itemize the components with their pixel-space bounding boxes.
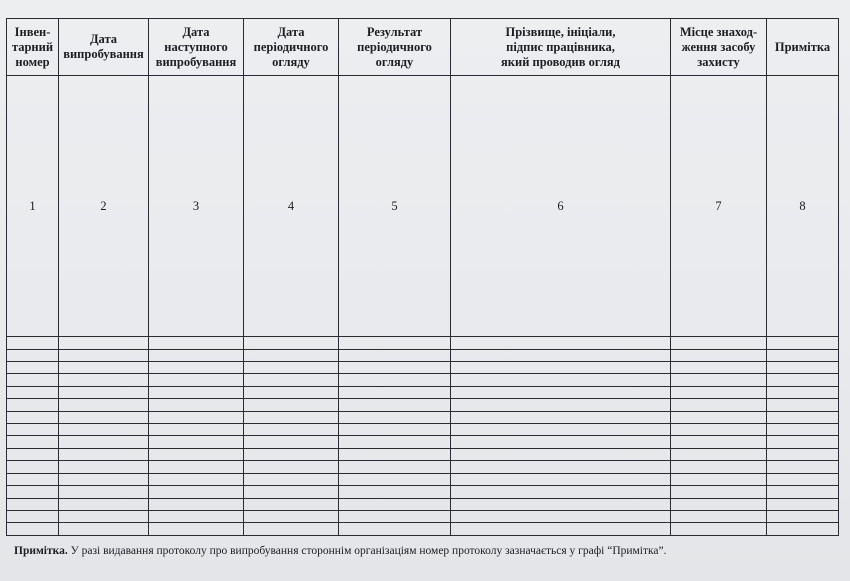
blank-row xyxy=(7,374,839,386)
blank-cell[interactable] xyxy=(339,448,451,460)
blank-cell[interactable] xyxy=(244,361,339,373)
blank-cell[interactable] xyxy=(7,510,59,522)
blank-cell[interactable] xyxy=(244,349,339,361)
blank-cell[interactable] xyxy=(671,473,767,485)
blank-cell[interactable] xyxy=(149,473,244,485)
blank-cell[interactable] xyxy=(149,523,244,536)
protective-equipment-log-table xyxy=(6,18,839,536)
blank-cell[interactable] xyxy=(59,361,149,373)
blank-cell[interactable] xyxy=(149,498,244,510)
blank-cell[interactable] xyxy=(149,349,244,361)
blank-cell[interactable] xyxy=(59,510,149,522)
blank-row xyxy=(7,424,839,436)
blank-cell[interactable] xyxy=(339,399,451,411)
blank-cell[interactable] xyxy=(149,461,244,473)
blank-cell[interactable] xyxy=(671,399,767,411)
blank-cell[interactable] xyxy=(767,486,839,498)
blank-cell[interactable] xyxy=(767,510,839,522)
blank-cell[interactable] xyxy=(767,399,839,411)
blank-cell[interactable] xyxy=(59,411,149,423)
blank-cell[interactable] xyxy=(671,523,767,536)
header-inspection-date: Дата періодичного огляду xyxy=(244,19,339,76)
blank-cell[interactable] xyxy=(7,374,59,386)
blank-row xyxy=(7,399,839,411)
blank-cell[interactable] xyxy=(244,510,339,522)
blank-cell[interactable] xyxy=(339,424,451,436)
blank-row xyxy=(7,448,839,460)
blank-cell[interactable] xyxy=(7,361,59,373)
blank-cell[interactable] xyxy=(59,486,149,498)
blank-cell[interactable] xyxy=(149,448,244,460)
blank-cell[interactable] xyxy=(339,349,451,361)
blank-cell[interactable] xyxy=(451,486,671,498)
blank-row xyxy=(7,411,839,423)
blank-cell[interactable] xyxy=(7,349,59,361)
blank-cell[interactable] xyxy=(244,386,339,398)
blank-row xyxy=(7,361,839,373)
blank-cell[interactable] xyxy=(339,337,451,349)
header-note: Примітка xyxy=(767,19,839,76)
blank-cell[interactable] xyxy=(149,374,244,386)
blank-cell[interactable] xyxy=(149,337,244,349)
column-number: 5 xyxy=(339,76,451,337)
blank-cell[interactable] xyxy=(7,523,59,536)
blank-entry-rows xyxy=(7,337,839,536)
blank-row xyxy=(7,386,839,398)
blank-cell[interactable] xyxy=(149,361,244,373)
blank-cell[interactable] xyxy=(451,374,671,386)
blank-cell[interactable] xyxy=(339,386,451,398)
blank-cell[interactable] xyxy=(339,473,451,485)
blank-cell[interactable] xyxy=(59,374,149,386)
blank-cell[interactable] xyxy=(671,510,767,522)
blank-row xyxy=(7,337,839,349)
blank-row xyxy=(7,523,839,536)
blank-row xyxy=(7,436,839,448)
blank-cell[interactable] xyxy=(244,436,339,448)
blank-cell[interactable] xyxy=(767,337,839,349)
blank-cell[interactable] xyxy=(59,461,149,473)
blank-cell[interactable] xyxy=(671,386,767,398)
blank-cell[interactable] xyxy=(339,510,451,522)
blank-cell[interactable] xyxy=(149,424,244,436)
blank-cell[interactable] xyxy=(671,436,767,448)
blank-cell[interactable] xyxy=(767,386,839,398)
blank-cell[interactable] xyxy=(149,510,244,522)
blank-cell[interactable] xyxy=(59,337,149,349)
blank-cell[interactable] xyxy=(244,374,339,386)
column-number: 1 xyxy=(7,76,59,337)
blank-cell[interactable] xyxy=(244,337,339,349)
blank-cell[interactable] xyxy=(7,337,59,349)
column-number: 2 xyxy=(59,76,149,337)
column-number: 3 xyxy=(149,76,244,337)
blank-row xyxy=(7,461,839,473)
blank-cell[interactable] xyxy=(149,436,244,448)
column-number-row xyxy=(7,76,839,337)
blank-cell[interactable] xyxy=(671,498,767,510)
blank-cell[interactable] xyxy=(339,374,451,386)
blank-cell[interactable] xyxy=(7,461,59,473)
blank-cell[interactable] xyxy=(671,361,767,373)
blank-cell[interactable] xyxy=(451,386,671,398)
blank-cell[interactable] xyxy=(767,349,839,361)
blank-cell[interactable] xyxy=(149,386,244,398)
blank-cell[interactable] xyxy=(244,486,339,498)
blank-cell[interactable] xyxy=(59,399,149,411)
blank-cell[interactable] xyxy=(451,498,671,510)
blank-cell[interactable] xyxy=(451,473,671,485)
blank-cell[interactable] xyxy=(7,424,59,436)
blank-cell[interactable] xyxy=(767,411,839,423)
blank-cell[interactable] xyxy=(7,486,59,498)
blank-cell[interactable] xyxy=(59,498,149,510)
blank-cell[interactable] xyxy=(59,448,149,460)
blank-cell[interactable] xyxy=(451,399,671,411)
blank-cell[interactable] xyxy=(7,436,59,448)
blank-cell[interactable] xyxy=(339,486,451,498)
blank-cell[interactable] xyxy=(451,448,671,460)
blank-cell[interactable] xyxy=(451,424,671,436)
blank-row xyxy=(7,349,839,361)
blank-cell[interactable] xyxy=(59,473,149,485)
header-inventory-number: Інвен- тарний номер xyxy=(7,19,59,76)
blank-cell[interactable] xyxy=(149,411,244,423)
blank-cell[interactable] xyxy=(59,424,149,436)
blank-cell[interactable] xyxy=(7,448,59,460)
blank-cell[interactable] xyxy=(767,374,839,386)
blank-cell[interactable] xyxy=(451,349,671,361)
blank-cell[interactable] xyxy=(244,461,339,473)
blank-cell[interactable] xyxy=(244,424,339,436)
blank-cell[interactable] xyxy=(244,448,339,460)
blank-cell[interactable] xyxy=(451,436,671,448)
blank-cell[interactable] xyxy=(7,473,59,485)
column-number: 7 xyxy=(671,76,767,337)
header-inspection-result: Результат періодичного огляду xyxy=(339,19,451,76)
blank-cell[interactable] xyxy=(244,523,339,536)
blank-cell[interactable] xyxy=(671,424,767,436)
blank-cell[interactable] xyxy=(451,361,671,373)
blank-cell[interactable] xyxy=(767,436,839,448)
blank-row xyxy=(7,473,839,485)
blank-cell[interactable] xyxy=(244,399,339,411)
blank-cell[interactable] xyxy=(767,498,839,510)
footnote-text: У разі видавання протоколу про випробування стороннім організаціям номер протоколу зазначається у графі “Примітка”. xyxy=(67,545,667,557)
blank-cell[interactable] xyxy=(767,361,839,373)
blank-cell[interactable] xyxy=(767,424,839,436)
blank-cell[interactable] xyxy=(767,461,839,473)
blank-cell[interactable] xyxy=(767,473,839,485)
blank-cell[interactable] xyxy=(7,498,59,510)
blank-row xyxy=(7,510,839,522)
blank-cell[interactable] xyxy=(149,486,244,498)
footnote xyxy=(14,545,667,557)
blank-cell[interactable] xyxy=(244,411,339,423)
column-number: 8 xyxy=(767,76,839,337)
blank-cell[interactable] xyxy=(244,473,339,485)
blank-cell[interactable] xyxy=(59,386,149,398)
column-number: 6 xyxy=(451,76,671,337)
blank-cell[interactable] xyxy=(671,374,767,386)
blank-cell[interactable] xyxy=(451,461,671,473)
blank-cell[interactable] xyxy=(149,399,244,411)
blank-cell[interactable] xyxy=(671,461,767,473)
blank-cell[interactable] xyxy=(339,498,451,510)
header-equipment-location: Місце знаход- ження засобу захисту xyxy=(671,19,767,76)
blank-cell[interactable] xyxy=(59,436,149,448)
blank-cell[interactable] xyxy=(339,411,451,423)
blank-cell[interactable] xyxy=(7,399,59,411)
blank-cell[interactable] xyxy=(59,349,149,361)
blank-cell[interactable] xyxy=(671,349,767,361)
blank-cell[interactable] xyxy=(7,386,59,398)
blank-cell[interactable] xyxy=(451,337,671,349)
blank-row xyxy=(7,486,839,498)
column-number: 4 xyxy=(244,76,339,337)
footnote-label: Примітка. xyxy=(14,545,68,557)
blank-cell[interactable] xyxy=(767,448,839,460)
blank-cell[interactable] xyxy=(451,411,671,423)
blank-cell[interactable] xyxy=(671,337,767,349)
header-test-date: Дата випробування xyxy=(59,19,149,76)
blank-cell[interactable] xyxy=(339,361,451,373)
header-inspector-name: Прізвище, ініціали, підпис працівника, який проводив огляд xyxy=(451,19,671,76)
blank-cell[interactable] xyxy=(671,411,767,423)
blank-cell[interactable] xyxy=(451,523,671,536)
blank-cell[interactable] xyxy=(767,523,839,536)
blank-cell[interactable] xyxy=(7,411,59,423)
blank-cell[interactable] xyxy=(339,461,451,473)
header-row xyxy=(7,19,839,76)
blank-cell[interactable] xyxy=(59,523,149,536)
blank-row xyxy=(7,498,839,510)
blank-cell[interactable] xyxy=(339,523,451,536)
blank-cell[interactable] xyxy=(451,510,671,522)
header-next-test-date: Дата наступного випробування xyxy=(149,19,244,76)
blank-cell[interactable] xyxy=(671,486,767,498)
blank-cell[interactable] xyxy=(339,436,451,448)
blank-cell[interactable] xyxy=(244,498,339,510)
blank-cell[interactable] xyxy=(671,448,767,460)
